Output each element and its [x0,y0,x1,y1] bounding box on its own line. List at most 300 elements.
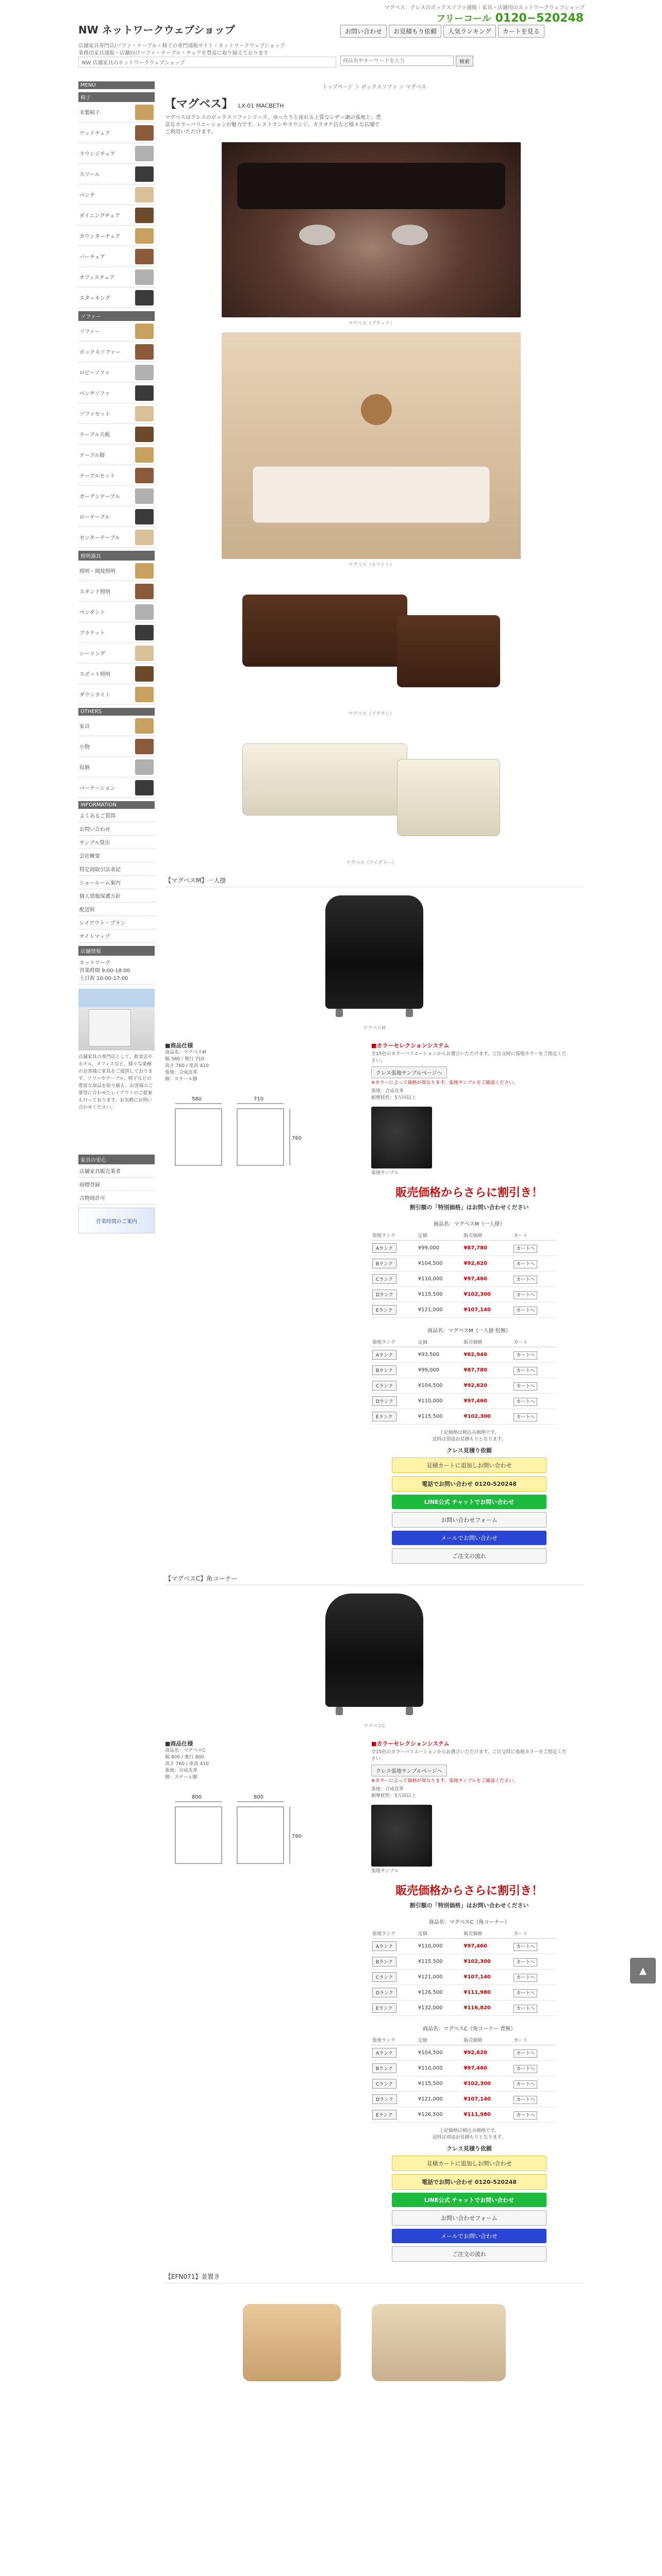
photo-caption-4: マグベス（アイボリー） [345,860,397,866]
phone-button[interactable]: 電話でお問い合わせ 0120-520248 [392,2174,547,2190]
sidebar-sofa-item[interactable] [78,527,155,548]
sidebar-chair-item-label: ダイニングチェア [79,213,120,219]
list-price: ¥93,500 [417,1347,463,1363]
price-table [371,1928,557,2016]
search-button[interactable]: 検索 [456,56,473,66]
info-link[interactable]: レイアウト・プラン [78,916,155,929]
line-chat-button[interactable]: LINE公式 チャットでお問い合わせ [392,1495,547,1509]
sidebar-chair-item[interactable] [78,287,155,308]
table-row [371,1394,557,1409]
contact-button[interactable]: お問い合わせ [340,25,387,38]
header-subtext-1: 店舗家具専門店/ソファ・テーブル・椅子の専門通販サイト・ネットワークウェブショップ [78,43,285,49]
sale-price: ¥97,460 [462,2061,512,2076]
price-table-title: 商品名：マグベスM（一人掛） [433,1222,505,1227]
price-header: 張地ランク [371,1337,417,1347]
special-price-note: 割引額の「特別価格」はお問い合わせください [409,1204,529,1211]
sale-price: ¥97,460 [462,1939,512,1954]
sidebar-chair-item-label: ラウンジチェア [79,151,115,157]
add-to-cart-button[interactable]: カートへ [514,1382,537,1391]
reg-line-1: 店舗家具販売業者 [78,1164,155,1178]
spec-right [371,1739,567,2262]
info-link[interactable]: サイトマップ [78,929,155,943]
add-to-cart-button[interactable]: カートへ [514,1245,537,1253]
info-link[interactable]: 特定商取引法表記 [78,862,155,876]
add-to-cart-button[interactable]: カートへ [514,1307,537,1315]
header-buttons [340,25,544,38]
add-to-cart-button[interactable]: カートへ [514,2111,537,2120]
sidebar-paragraph: 店舗家具の専門店として、飲食店やホテル、オフィスなど、様々な業種のお客様に家具をご提供しております。ソファやテーブル、椅子などの豊富な商品を取り揃え、お客様のご要望に合わせたレイアウトのご提案も行っております。お気軽にお問い合わせください。 [78,1055,153,1110]
color-selection-title: ■カラーセレクションシステム [371,1740,450,1747]
list-price: ¥110,000 [417,1939,463,1954]
line-chat-button[interactable]: LINE公式 チャットでお問い合わせ [392,2193,547,2207]
sidebar-chair-item[interactable] [78,102,155,123]
table-row [371,1954,557,1970]
sidebar-sofa-thumb-icon [135,509,154,524]
sale-price: ¥107,140 [462,2092,512,2107]
sidebar-other-item[interactable] [78,716,155,736]
price-table [371,2035,557,2123]
sale-price: ¥116,820 [462,2001,512,2016]
table-row [371,1409,557,1425]
sidebar-sofa-thumb-icon [135,406,154,421]
table-row [371,2001,557,2016]
list-price: ¥104,500 [417,1378,463,1394]
rank-button[interactable]: Eランク [372,1305,396,1315]
sidebar-sofa-thumb-icon [135,344,154,360]
sidebar-banner[interactable]: 営業時間のご案内 [78,1208,155,1233]
sidebar-sofa-thumb-icon [135,530,154,545]
mail-button[interactable]: メールでお問い合わせ [392,1531,547,1545]
sidebar-sofa-item-label: テーブルセット [79,473,115,479]
price-header: 張地ランク [371,1928,417,1939]
rank-button[interactable]: Eランク [372,2003,396,2013]
estimate-title: クレス見積り依頼 [446,2145,492,2152]
price-table-title: 商品名：マグベスC（角コーナー） [428,1920,510,1925]
rank-button[interactable]: Aランク [372,1243,396,1253]
sidebar-light-item-label: スポット照明 [79,672,110,677]
price-table [371,1230,557,1318]
sidebar-chair-item-label: スタッキング [79,296,110,301]
sale-price: ¥102,300 [462,1287,512,1302]
sidebar-sofa-item-label: ローテーブル [79,515,110,520]
chair-leg [406,1707,413,1715]
sidebar-light-item-label: シーリング [79,651,105,657]
site-logo[interactable]: NW ネットワークウェブショップ [78,24,235,36]
product-chair-image [315,895,434,1024]
order-flow-button[interactable]: ご注文の流れ [392,1548,547,1564]
sidebar-chair-item-label: カウンターチェア [79,234,121,240]
price-header: 販売価格 [462,1928,512,1939]
sale-price: ¥102,300 [462,1954,512,1970]
price-note: ※カラーによって価格が異なります。張地サンプルをご確認ください。 [371,1080,519,1086]
sidebar-chair-item[interactable] [78,143,155,164]
sidebar-other-item[interactable] [78,736,155,757]
table-row [371,1939,557,1954]
sidebar-other-item-label: 家具 [79,724,90,730]
sidebar-section-lighting: 照明器具 [78,551,155,561]
price-header: カート [512,1928,557,1939]
sidebar-chair-thumb-icon [135,166,154,182]
sidebar-sofa-thumb-icon [135,427,154,442]
svg-text:800: 800 [192,1794,202,1800]
estimate-cart-button[interactable]: 見積カートに追加しお問い合わせ [392,1458,547,1473]
mail-button[interactable]: メールでお問い合わせ [392,2229,547,2243]
table-row [371,2061,557,2076]
sidebar-other-item-label: 収納 [79,765,90,771]
add-to-cart-button[interactable]: カートへ [514,1291,537,1299]
sidebar-sofa-item[interactable] [78,506,155,527]
sidebar-chair-thumb-icon [135,187,154,202]
sidebar-sofa-item[interactable] [78,383,155,403]
price-header: 販売価格 [462,1230,512,1241]
list-price: ¥110,000 [417,1394,463,1409]
sidebar-light-thumb-icon [135,584,154,599]
add-to-cart-button[interactable]: カートへ [514,2005,537,2013]
search-input[interactable] [340,56,454,66]
sidebar-sofa-thumb-icon [135,385,154,401]
list-price: ¥99,000 [417,1363,463,1378]
chair-leg [406,1009,413,1017]
material-note: 張地：合成皮革 耐摩耗性：5万回以上 [371,1787,416,1799]
table-row [371,1302,557,1318]
list-price: ¥99,000 [417,1241,463,1256]
freecall-label: フリーコール [436,13,491,24]
section-head: 【マグベスC】角コーナー [165,1574,584,1585]
rank-button[interactable]: Bランク [372,2063,396,2073]
table-row [371,1363,557,1378]
rank-button[interactable]: Dランク [372,1988,397,1997]
sidebar-other-item[interactable] [78,757,155,777]
add-to-cart-button[interactable]: カートへ [514,1260,537,1268]
phone-button[interactable]: 電話でお問い合わせ 0120-520248 [392,1476,547,1492]
site-title-bar: NW 店舗家具のネットワークウェブショップ [78,57,336,67]
info-link[interactable]: サンプル貸出 [78,836,155,849]
sample-page-button[interactable]: クレス張地サンプルページへ [371,1765,447,1776]
add-to-cart-button[interactable]: カートへ [514,1943,537,1951]
sidebar-light-item[interactable] [78,643,155,664]
list-price: ¥121,000 [417,1302,463,1318]
sidebar-chair-thumb-icon [135,105,154,120]
sidebar [78,78,155,1233]
sidebar-chair-item[interactable] [78,226,155,246]
sidebar-chair-thumb-icon [135,290,154,306]
rank-button[interactable]: Bランク [372,1365,396,1375]
add-to-cart-button[interactable]: カートへ [514,2049,537,2058]
chair-body [325,1594,423,1707]
table-row [371,1970,557,1985]
price-table [371,1337,557,1425]
stool-image [243,2304,341,2381]
sidebar-sofa-item[interactable] [78,424,155,445]
price-header: 定価 [417,2035,463,2045]
add-to-cart-button[interactable]: カートへ [514,2096,537,2104]
header-subtext-2: 業務用家具通販・店舗向けソファ・テーブル・チェアを豊富に取り揃えております [78,50,269,56]
list-price: ¥115,500 [417,1287,463,1302]
product-title-text: 【マグベス】 [165,98,234,111]
list-price: ¥115,500 [417,1409,463,1425]
svg-text:760: 760 [292,1834,302,1839]
list-price: ¥104,500 [417,2045,463,2061]
sidebar-sofa-item[interactable] [78,362,155,383]
contact-form-button[interactable]: お問い合わせフォーム [392,1512,547,1528]
rank-button[interactable]: Eランク [372,1412,396,1421]
color-selection-title: ■カラーセレクションシステム [371,1042,450,1049]
sale-price: ¥87,780 [462,1363,512,1378]
info-link[interactable]: ショールーム案内 [78,876,155,889]
sidebar-light-item[interactable] [78,684,155,705]
material-note: 張地：合成皮革 耐摩耗性：5万回以上 [371,1089,416,1100]
price-header: 定価 [417,1337,463,1347]
info-link[interactable]: お問い合わせ [78,822,155,836]
sidebar-sofa-item-label: ベンチソファ [79,391,110,397]
rank-button[interactable]: Cランク [372,1381,396,1391]
sidebar-other-item-label: パーテーション [79,786,115,791]
sidebar-sofa-item-label: ボックスソファー [79,350,121,355]
table-row [371,2045,557,2061]
product-chair-image [315,1594,434,1722]
site-tagline: マグベス：クレスのボックスソファ通販｜家具・店舗用のネットワークウェブショップ [384,5,585,11]
spec-row [165,1739,584,2262]
sidebar-section-sofas: ソファー [78,311,155,321]
estimate-button[interactable]: お見積もり依頼 [389,25,441,38]
cart-button[interactable]: カートを見る [498,25,544,38]
add-to-cart-button[interactable]: カートへ [514,1989,537,1997]
rank-button[interactable]: Aランク [372,2048,396,2058]
sale-price: ¥92,620 [462,1256,512,1272]
sidebar-chair-thumb-icon [135,125,154,141]
rank-button[interactable]: Cランク [372,1274,396,1284]
rank-button[interactable]: Aランク [372,1350,396,1360]
photo-caption-1: マグベス（ブラック） [348,321,394,326]
sidebar-sofa-item[interactable] [78,486,155,506]
price-header: 張地ランク [371,1230,417,1241]
sidebar-showroom-title: 店舗情報 [78,946,155,956]
sale-price: ¥111,980 [462,2107,512,2123]
rank-button[interactable]: Eランク [372,2110,396,2120]
sidebar-sofa-thumb-icon [135,365,154,380]
sidebar-sofa-item[interactable] [78,342,155,362]
list-price: ¥121,000 [417,2092,463,2107]
showroom-building-image [78,989,155,1050]
add-to-cart-button[interactable]: カートへ [514,1958,537,1967]
section-head: 【マグベスM】一人掛 [165,876,584,887]
sidebar-chair-item-label: 木製椅子 [79,110,100,116]
info-link[interactable]: 会社概要 [78,849,155,862]
price-header: 定価 [417,1928,463,1939]
sidebar-sofa-item-label: センターテーブル [79,535,120,541]
list-price: ¥104,500 [417,1256,463,1272]
sale-price: ¥87,780 [462,1241,512,1256]
product-intro: マグベスはクレスのボックスソファシリーズ。ゆったりと座れる上質なレザー調の張地と、豊富なカラーバリエーションが魅力です。レストランやラウンジ、カラオケ店など様々な店舗でご利用いただけます。 [165,115,382,135]
sample-page-button[interactable]: クレス張地サンプルページへ [371,1066,447,1078]
chair-body [325,895,423,1009]
sidebar-other-thumb-icon [135,718,154,734]
showroom-text: ネットワーク 営業時間 9:00-18:00 土日祝 10:00-17:00 [78,956,155,985]
product-photo-ivory-sofa [222,723,521,857]
sidebar-sofa-item[interactable] [78,465,155,486]
sidebar-sofa-item-label: テーブル天板 [79,432,110,438]
chair-caption: マグベスM [363,1026,386,1031]
sidebar-sofa-item[interactable] [78,321,155,342]
svg-text:800: 800 [254,1794,264,1800]
add-to-cart-button[interactable]: カートへ [514,1351,537,1360]
list-price: ¥115,500 [417,1954,463,1970]
list-price: ¥115,500 [417,2076,463,2092]
rank-button[interactable]: Cランク [372,1972,396,1982]
svg-text:580: 580 [192,1096,202,1102]
sale-price: ¥102,300 [462,1409,512,1425]
product-code: LX-01 MACBETH [238,103,284,109]
color-note: 全15色のカラーバリエーションからお選びいただけます。ご注文時に張地カラーをご指定ください。 [371,1052,567,1063]
sidebar-chair-item[interactable] [78,164,155,184]
sale-price: ¥82,940 [462,1347,512,1363]
sidebar-light-thumb-icon [135,625,154,640]
discount-banner: 販売価格からさらに割引き！ [395,1187,543,1199]
spec-text: 商品名：マグベスM 幅 580 / 奥行 710 高さ 760 / 座高 410 張地：合成皮革 脚：スチール脚 [165,1050,209,1082]
chair-leg [336,1707,343,1715]
spec-title: ■商品仕様 [165,1042,193,1049]
price-table-title-2: 商品名：マグベスM（一人掛 肘無） [427,1328,511,1334]
info-link[interactable]: 個人情報保護方針 [78,889,155,903]
sidebar-light-item[interactable] [78,622,155,643]
table-row [371,1241,557,1256]
swatch-caption: 張地サンプル [371,1869,399,1874]
table-row [371,1985,557,2001]
price-header: 販売価格 [462,1337,512,1347]
sidebar-chair-item[interactable] [78,184,155,205]
sidebar-chair-item[interactable] [78,246,155,267]
sale-price: ¥107,140 [462,1302,512,1318]
product-photo-lounge [222,142,521,317]
sidebar-chair-item-label: オフィスチェア [79,275,115,281]
ranking-button[interactable]: 人気ランキング [443,25,496,38]
table-row [371,2092,557,2107]
sidebar-light-item-label: ブラケット [79,631,105,636]
sidebar-other-thumb-icon [135,780,154,795]
sale-price: ¥92,620 [462,2045,512,2061]
table-row [371,1256,557,1272]
rank-button[interactable]: Cランク [372,2079,396,2089]
sidebar-chair-item[interactable] [78,267,155,287]
spec-left [165,1739,361,2262]
add-to-cart-button[interactable]: カートへ [514,2065,537,2073]
add-to-cart-button[interactable]: カートへ [514,1276,537,1284]
sidebar-light-thumb-icon [135,563,154,579]
info-link[interactable]: 配送料 [78,903,155,916]
sidebar-chair-item-label: スツール [79,172,100,178]
scroll-top-button[interactable]: ▲ [630,1958,656,1984]
price-header: カート [512,1230,557,1241]
chair-caption: マグベスC [363,1724,386,1729]
sidebar-other-item-label: 小物 [79,744,90,750]
sidebar-light-item-label: 照明・間接照明 [79,569,115,574]
sidebar-chair-thumb-icon [135,208,154,223]
add-to-cart-button[interactable]: カートへ [514,1974,537,1982]
list-price: ¥110,000 [417,1272,463,1287]
dimension-diagram [165,1786,302,1879]
sidebar-chair-item[interactable] [78,123,155,143]
sidebar-light-item-label: スタンド照明 [79,589,110,595]
add-to-cart-button[interactable]: カートへ [514,1413,537,1421]
main-content [165,78,584,2381]
sale-price: ¥97,460 [462,1394,512,1409]
rank-button[interactable]: Aランク [372,1941,396,1951]
swatch-image [371,1107,432,1168]
sidebar-sofa-thumb-icon [135,488,154,504]
sidebar-info-title: INFORMATION [78,801,155,809]
sidebar-sofa-thumb-icon [135,447,154,463]
page-title [165,95,584,111]
table-row [371,1272,557,1287]
price-header: 販売価格 [462,2035,512,2045]
discount-banner: 販売価格からさらに割引き！ [395,1885,543,1897]
swatch-caption: 張地サンプル [371,1171,399,1176]
reg-line-2: 商標登録 [78,1178,155,1191]
freecall-digits: 0120−520248 [495,12,584,25]
breadcrumb: トップページ ＞ ボックスソファ ＞ マグベス [322,84,426,90]
info-link[interactable]: よくあるご質問 [78,809,155,822]
list-price: ¥126,500 [417,2107,463,2123]
contact-form-button[interactable]: お問い合わせフォーム [392,2210,547,2226]
estimate-title: クレス見積り依頼 [446,1447,492,1454]
table-row [371,1378,557,1394]
add-to-cart-button[interactable]: カートへ [514,2080,537,2089]
photo-caption-3: マグベス（ブラウン） [347,711,394,717]
sidebar-sofa-thumb-icon [135,324,154,339]
sidebar-chair-item[interactable] [78,205,155,226]
site-header [0,0,662,77]
rank-button[interactable]: Dランク [372,1396,397,1406]
sidebar-light-item-label: ダウンライト [79,692,110,698]
sidebar-light-item[interactable] [78,602,155,622]
order-flow-button[interactable]: ご注文の流れ [392,2246,547,2262]
spec-right [371,1041,567,1564]
sidebar-sofa-item[interactable] [78,403,155,424]
list-price: ¥126,500 [417,1985,463,2001]
reg-line-3: 古物商許可 [78,1191,155,1205]
add-to-cart-button[interactable]: カートへ [514,1367,537,1375]
price-table-title-2: 商品名：マグベスC（角コーナー 背無） [422,2026,516,2032]
sidebar-chair-thumb-icon [135,249,154,264]
sidebar-sofa-item-label: ガーデンテーブル [79,494,120,500]
cta-note: 上記価格は税込み価格です。 送料は別途お見積もりとなります。 [432,2128,506,2140]
list-price: ¥132,000 [417,2001,463,2016]
spec-text: 商品名：マグベスC 幅 800 / 奥行 800 高さ 760 / 座高 410 張地：合成皮革 脚：スチール脚 [165,1748,209,1780]
special-price-note: 割引額の「特別価格」はお問い合わせください [409,1902,529,1909]
list-price: ¥121,000 [417,1970,463,1985]
estimate-cart-button[interactable]: 見積カートに追加しお問い合わせ [392,2156,547,2171]
add-to-cart-button[interactable]: カートへ [514,1398,537,1406]
sidebar-other-item[interactable] [78,777,155,798]
sidebar-light-item-label: ペンダント [79,610,105,616]
rank-button[interactable]: Bランク [372,1259,396,1268]
sidebar-light-thumb-icon [135,646,154,661]
sidebar-sofa-item-label: テーブル脚 [79,453,105,459]
sidebar-sofa-item-label: ロビーソファ [79,370,110,376]
sidebar-light-item[interactable] [78,561,155,581]
sidebar-reg-title: 家具の安心 [78,1155,155,1164]
rank-button[interactable]: Dランク [372,2094,397,2104]
sidebar-light-item[interactable] [78,664,155,684]
price-header: カート [512,2035,557,2045]
sidebar-sofa-thumb-icon [135,468,154,483]
sidebar-light-item[interactable] [78,581,155,602]
freecall-number[interactable] [436,11,584,25]
rank-button[interactable]: Dランク [372,1290,397,1299]
sidebar-chair-thumb-icon [135,228,154,244]
rank-button[interactable]: Bランク [372,1957,396,1967]
sidebar-sofa-item[interactable] [78,445,155,465]
